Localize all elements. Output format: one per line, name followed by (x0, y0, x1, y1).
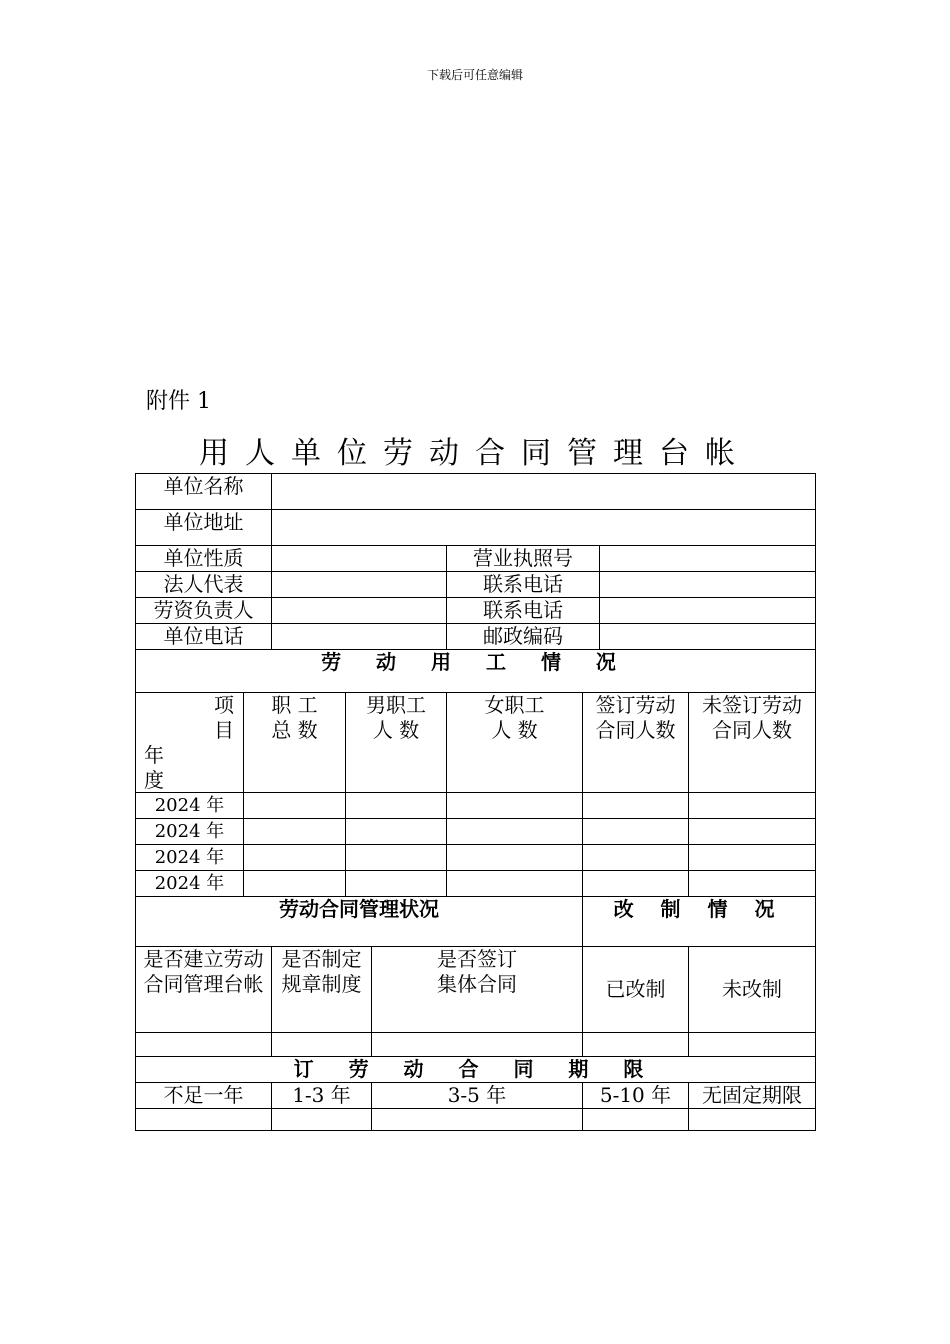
table-row (136, 845, 816, 871)
unit-nature-label: 单位性质 (136, 546, 272, 572)
col-unsigned-line-1: 未签订劳动 (702, 693, 802, 717)
reformed-value[interactable] (583, 1033, 689, 1057)
legal-rep-value[interactable] (272, 572, 447, 598)
male-cell[interactable] (346, 871, 447, 897)
q-rules-value[interactable] (272, 1033, 372, 1057)
wage-manager-value[interactable] (272, 598, 447, 624)
year-cell: 2024 年 (136, 871, 244, 897)
col-male-line-1: 男职工 (366, 693, 426, 717)
wage-manager-label: 劳资负责人 (136, 598, 272, 624)
table-row (136, 793, 816, 819)
term-1-3-years-value[interactable] (272, 1109, 372, 1131)
total-cell[interactable] (244, 871, 346, 897)
q-ledger-line-1: 是否建立劳动 (143, 947, 264, 971)
col-unsigned-header (689, 693, 816, 793)
col-unsigned-line-2: 合同人数 (712, 718, 792, 742)
term-under-one-year: 不足一年 (136, 1083, 272, 1109)
term-open-ended: 无固定期限 (689, 1083, 816, 1109)
document-title: 用人单位劳动合同管理台帐 (199, 436, 751, 471)
corner-item-1: 项 (214, 693, 234, 717)
col-male-line-2: 人 数 (372, 718, 420, 742)
contract-ledger-table (135, 473, 816, 1131)
female-cell[interactable] (447, 793, 583, 819)
unit-name-value[interactable] (272, 474, 816, 510)
reform-section-title: 改 制 情 况 (583, 897, 816, 947)
male-cell[interactable] (346, 845, 447, 871)
term-5-10-years: 5-10 年 (583, 1083, 689, 1109)
unit-nature-value[interactable] (272, 546, 447, 572)
col-total-line-2: 总 数 (271, 718, 318, 742)
header-note: 下载后可任意编辑 (426, 68, 523, 82)
signed-cell[interactable] (583, 871, 689, 897)
term-open-ended-value[interactable] (689, 1109, 816, 1131)
unsigned-cell[interactable] (689, 845, 816, 871)
female-cell[interactable] (447, 871, 583, 897)
female-cell[interactable] (447, 845, 583, 871)
q-ledger-header (136, 947, 272, 1033)
unsigned-cell[interactable] (689, 793, 816, 819)
signed-cell[interactable] (583, 845, 689, 871)
phone-value-1[interactable] (600, 572, 816, 598)
term-3-5-years: 3-5 年 (372, 1083, 583, 1109)
corner-year-2: 度 (144, 768, 164, 792)
signed-cell[interactable] (583, 793, 689, 819)
q-rules-header (272, 947, 372, 1033)
management-section-title: 劳动合同管理状况 (136, 897, 583, 947)
year-cell: 2024 年 (136, 845, 244, 871)
q-collective-header (372, 947, 583, 1033)
postcode-label: 邮政编码 (447, 624, 600, 650)
female-cell[interactable] (447, 819, 583, 845)
unit-phone-label: 单位电话 (136, 624, 272, 650)
year-cell: 2024 年 (136, 793, 244, 819)
q-ledger-line-2: 合同管理台帐 (143, 972, 264, 996)
col-total-line-1: 职 工 (271, 693, 318, 717)
term-section-title: 订 劳 动 合 同 期 限 (136, 1057, 816, 1083)
col-male-header (346, 693, 447, 793)
postcode-value[interactable] (600, 624, 816, 650)
unit-name-label: 单位名称 (136, 474, 272, 510)
table-row (136, 819, 816, 845)
corner-year-1: 年 (144, 743, 164, 767)
q-collective-line-2: 集体合同 (437, 972, 517, 996)
male-cell[interactable] (346, 793, 447, 819)
q-rules-line-2: 规章制度 (281, 972, 362, 996)
attachment-label: 附件 1 (146, 389, 211, 414)
year-cell: 2024 年 (136, 819, 244, 845)
employment-section-title: 劳 动 用 工 情 况 (136, 650, 816, 693)
unit-address-label: 单位地址 (136, 510, 272, 546)
col-female-line-1: 女职工 (484, 693, 545, 717)
col-female-line-2: 人 数 (491, 718, 538, 742)
q-collective-value[interactable] (372, 1033, 583, 1057)
phone-label-2: 联系电话 (447, 598, 600, 624)
unsigned-cell[interactable] (689, 819, 816, 845)
q-ledger-value[interactable] (136, 1033, 272, 1057)
unit-phone-value[interactable] (272, 624, 447, 650)
col-signed-line-1: 签订劳动 (595, 693, 676, 717)
signed-cell[interactable] (583, 819, 689, 845)
col-signed-line-2: 合同人数 (595, 718, 676, 742)
phone-label-1: 联系电话 (447, 572, 600, 598)
corner-item-2: 目 (214, 718, 234, 742)
total-cell[interactable] (244, 819, 346, 845)
unsigned-cell[interactable] (689, 871, 816, 897)
reformed-label: 已改制 (583, 947, 689, 1033)
term-under-one-year-value[interactable] (136, 1109, 272, 1131)
q-rules-line-1: 是否制定 (281, 947, 362, 971)
total-cell[interactable] (244, 793, 346, 819)
header-corner-cell (136, 693, 244, 793)
term-1-3-years: 1-3 年 (272, 1083, 372, 1109)
license-label: 营业执照号 (447, 546, 600, 572)
not-reformed-label: 未改制 (689, 947, 816, 1033)
phone-value-2[interactable] (600, 598, 816, 624)
table-row (136, 871, 816, 897)
col-signed-header (583, 693, 689, 793)
col-female-header (447, 693, 583, 793)
not-reformed-value[interactable] (689, 1033, 816, 1057)
term-3-5-years-value[interactable] (372, 1109, 583, 1131)
unit-address-value[interactable] (272, 510, 816, 546)
legal-rep-label: 法人代表 (136, 572, 272, 598)
total-cell[interactable] (244, 845, 346, 871)
license-value[interactable] (600, 546, 816, 572)
q-collective-line-1: 是否签订 (437, 947, 517, 971)
term-5-10-years-value[interactable] (583, 1109, 689, 1131)
col-total-header (244, 693, 346, 793)
male-cell[interactable] (346, 819, 447, 845)
